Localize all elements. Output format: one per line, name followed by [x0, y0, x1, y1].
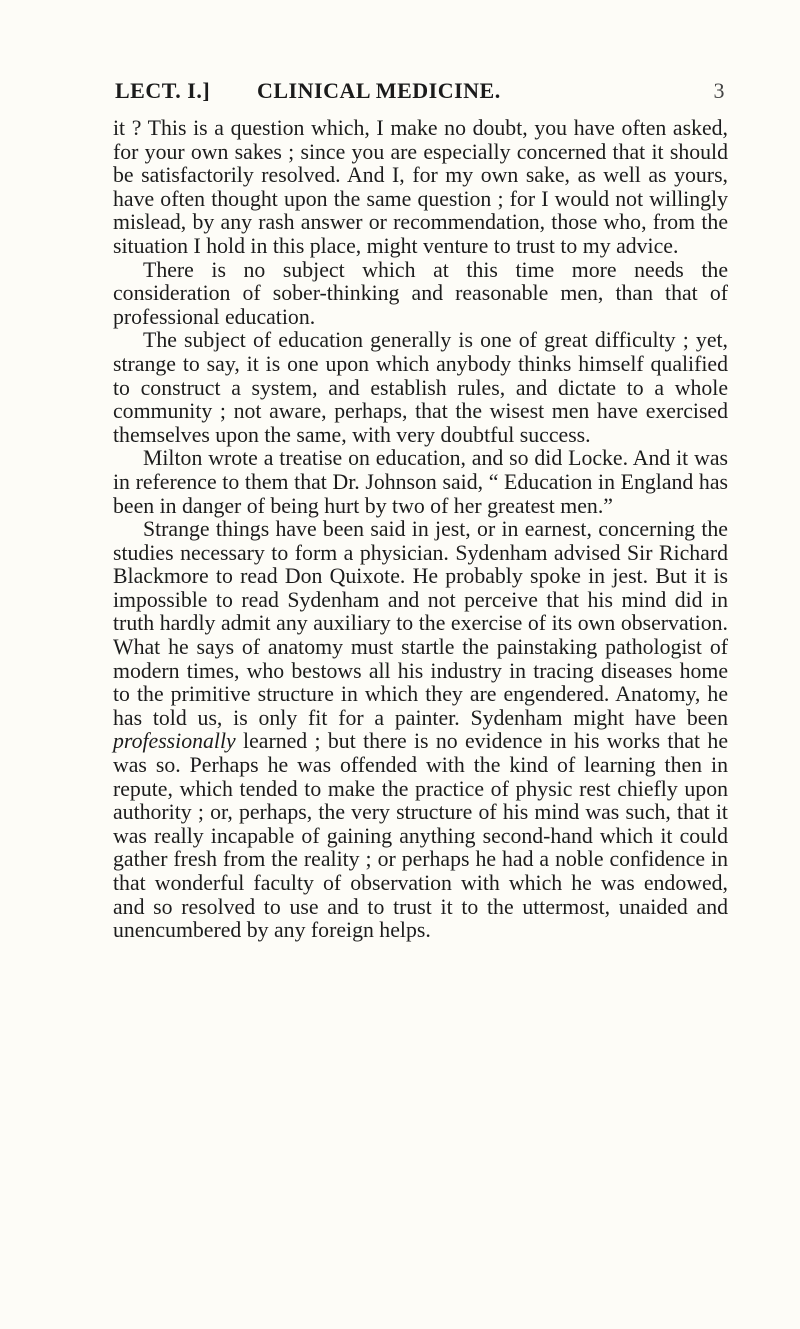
running-header [115, 78, 725, 108]
page-number: 3 [713, 78, 725, 103]
paragraph: The subject of education generally is one of great difficulty ; yet, strange to say, it is one upon which anybody thinks himself qualified to construct a system, and establish rules, and dictate to a whole community ; not aware, perhaps, that the wisest men have exercised themselves upon the same, with very doubtful success. [113, 328, 728, 447]
paragraph: Milton wrote a treatise on education, and so did Locke. And it was in reference to them that Dr. Johnson said, “ Education in England has been in danger of being hurt by two of her greatest men.” [113, 446, 728, 518]
paragraph: it ? This is a question which, I make no doubt, you have often asked, for your own sakes ; since you are especially concerned that it should be satisfactorily resolved. And I, for my own sake, as well as yours, have often thought upon the same question ; for I would not willingly mislead, by any rash answer or recommendation, those who, from the situation I hold in this place, might venture to trust to my advice. [113, 116, 728, 258]
paragraph-text: learned ; but there is no evidence in his works that he was so. Perhaps he was offended with the kind of learning then in repute, which tended to make the practice of physic rest chiefly upon authority ; or, perhaps, the very structure of his mind was such, that it was really incapable of gaining anything second-hand which it could gather fresh from the reality ; or perhaps he had a noble confidence in that wonderful faculty of observation with which he was endowed, and so resolved to use and to trust it to the uttermost, unaided and unencumbered by any foreign helps. [113, 729, 728, 943]
paragraph [113, 518, 728, 943]
running-title: CLINICAL MEDICINE. [257, 78, 501, 103]
paragraph-text: Strange things have been said in jest, or in earnest, concerning the studies necessary to form a physician. Sydenham advised Sir Richard Blackmore to read Don Quixote. He probably spoke in jest. But it is impossible to read Sydenham and not perceive that his mind did in truth hardly admit any auxiliary to the exercise of its own observation. What he says of anatomy must startle the painstaking pathologist of modern times, who bestows all his industry in tracing diseases home to the primitive structure in which they are engendered. Anatomy, he has told us, is only fit for a painter. Sydenham might have been [113, 517, 728, 730]
paragraph: There is no subject which at this time more needs the consideration of sober-thinking and reasonable men, than that of professional education. [113, 257, 728, 329]
italic-word: professionally [113, 729, 236, 754]
body-text [113, 117, 728, 943]
lecture-number: LECT. I.] [115, 78, 211, 103]
